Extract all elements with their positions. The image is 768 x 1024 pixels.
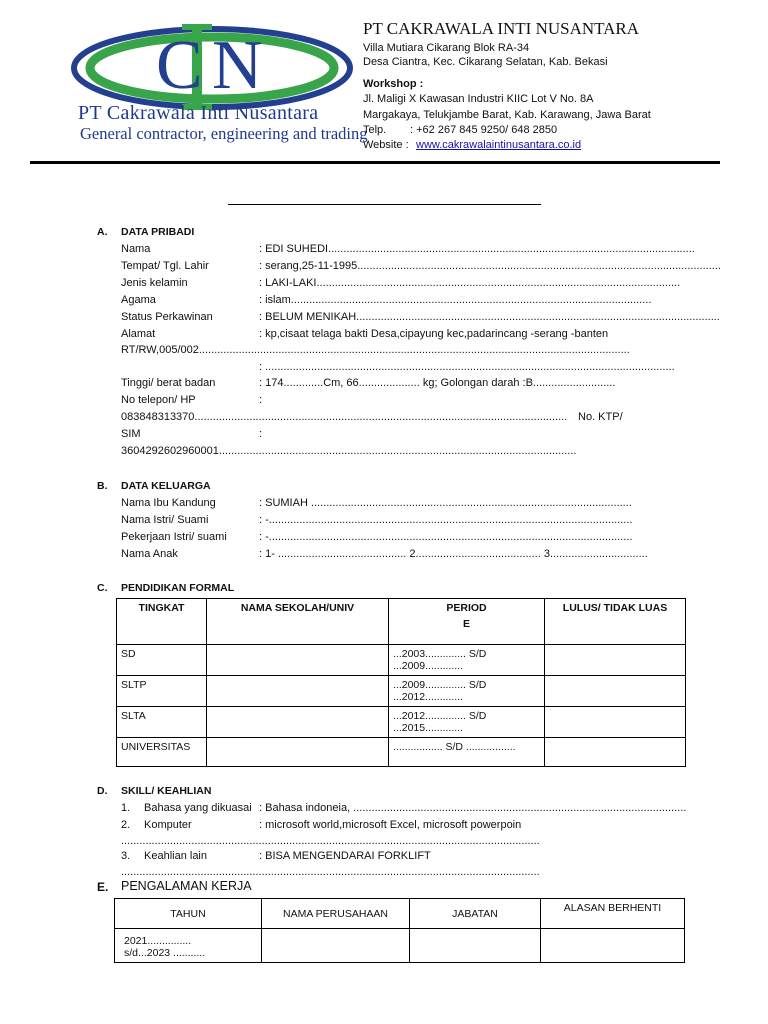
skill-1-label: Bahasa yang dikuasai <box>144 802 252 814</box>
period-cell <box>389 645 545 676</box>
ibu-label: Nama Ibu Kandung <box>121 497 216 509</box>
perusahaan-cell <box>262 929 410 963</box>
skill-3-number: 3. <box>121 850 131 862</box>
lulus-cell <box>545 738 686 767</box>
tinggi-berat-label: Tinggi/ berat badan <box>121 377 216 389</box>
col-perusahaan: NAMA PERUSAHAAN <box>262 899 410 929</box>
lulus-cell <box>545 676 686 707</box>
ibu-value: : SUMIAH ......................................................................................................... <box>259 497 632 509</box>
agama-value: : islam...................................................................................................................... <box>259 294 652 306</box>
ktp-label: No. KTP/ <box>578 411 623 423</box>
section-c-heading: PENDIDIKAN FORMAL <box>121 582 235 594</box>
period-start: ...2009.............. S/D <box>393 679 487 691</box>
anak-label: Nama Anak <box>121 548 178 560</box>
pekerjaan-value: : -....................................................................................................................... <box>259 531 633 543</box>
workshop-address-1: Jl. Maligi X Kawasan Industri KIIC Lot V No. 8A <box>363 93 594 105</box>
istri-label: Nama Istri/ Suami <box>121 514 209 526</box>
pekerjaan-label: Pekerjaan Istri/ suami <box>121 531 227 543</box>
period-cell <box>389 707 545 738</box>
company-logo <box>64 18 368 146</box>
period-start: ...2012.............. S/D <box>393 710 487 722</box>
table-row <box>117 707 686 738</box>
section-b-letter: B. <box>97 480 108 492</box>
alasan-cell <box>541 929 685 963</box>
col-tingkat: TINGKAT <box>117 599 207 645</box>
title-underline <box>228 204 541 205</box>
skill-1-number: 1. <box>121 802 131 814</box>
experience-table <box>114 898 685 963</box>
sekolah-cell <box>207 645 389 676</box>
tahun-cell <box>115 929 262 963</box>
anak-value: : 1- .......................................... 2......................................... 3................................ <box>259 548 648 560</box>
period-end: ...2015............. <box>393 722 464 734</box>
section-d-heading: SKILL/ KEAHLIAN <box>121 785 212 797</box>
tinggi-berat-value: : 174.............Cm, 66.................... kg; Golongan darah :B........................... <box>259 377 616 389</box>
table-row <box>117 738 686 767</box>
skill-3-label: Keahlian lain <box>144 850 207 862</box>
logo-letter-c: C <box>156 27 203 104</box>
tahun-end: s/d...2023 ........... <box>124 947 206 959</box>
sekolah-cell <box>207 738 389 767</box>
skill-2-continuation: ......................................................................................................................................... <box>121 835 540 847</box>
section-b-heading: DATA KELUARGA <box>121 480 211 492</box>
tingkat-cell: UNIVERSITAS <box>117 738 207 767</box>
status-value: : BELUM MENIKAH....................................................................................................................... <box>259 311 720 323</box>
tingkat-cell: SD <box>117 645 207 676</box>
col-jabatan: JABATAN <box>410 899 541 929</box>
jk-value: : LAKI-LAKI....................................................................................................................... <box>259 277 681 289</box>
col-nama-sekolah: NAMA SEKOLAH/UNIV <box>207 599 389 645</box>
jabatan-cell <box>410 929 541 963</box>
telepon-label: No telepon/ HP <box>121 394 196 406</box>
section-a-heading: DATA PRIBADI <box>121 226 195 238</box>
period-start: ...2003.............. S/D <box>393 648 487 660</box>
section-e-heading: PENGALAMAN KERJA <box>121 879 252 893</box>
skill-2-label: Komputer <box>144 819 192 831</box>
section-e-letter: E. <box>97 880 109 894</box>
education-header-row <box>117 599 686 645</box>
col-alasan: ALASAN BERHENTI <box>541 899 685 929</box>
tingkat-cell: SLTA <box>117 707 207 738</box>
workshop-address-2: Margakaya, Telukjambe Barat, Kab. Karawang, Jawa Barat <box>363 109 651 121</box>
table-row <box>117 676 686 707</box>
lulus-cell <box>545 645 686 676</box>
section-a-letter: A. <box>97 226 108 238</box>
workshop-label: Workshop : <box>363 78 424 90</box>
istri-value: : -....................................................................................................................... <box>259 514 633 526</box>
period-end: ...2009............. <box>393 660 464 672</box>
telepon-colon: : <box>259 394 263 406</box>
period-end: ...2012............. <box>393 691 464 703</box>
company-name: PT CAKRAWALA INTI NUSANTARA <box>363 19 640 38</box>
telepon-value: 083848313370.......................................................................................................................... <box>121 411 568 423</box>
skill-1-value: : Bahasa indoneia, ............................................................................................................. <box>259 802 687 814</box>
table-row <box>117 645 686 676</box>
col-tahun: TAHUN <box>115 899 262 929</box>
telp-label: Telp. <box>363 124 387 136</box>
ktp-value: 3604292602960001..................................................................................................................... <box>121 445 577 457</box>
section-c-letter: C. <box>97 582 108 594</box>
sekolah-cell <box>207 707 389 738</box>
skill-3-value: : BISA MENGENDARAI FORKLIFT <box>259 850 431 862</box>
skill-2-number: 2. <box>121 819 131 831</box>
section-d-letter: D. <box>97 785 108 797</box>
col-period <box>389 599 545 645</box>
col-period-line2: E <box>462 618 470 630</box>
education-table <box>116 598 686 767</box>
experience-header-row <box>115 899 685 929</box>
alamat-label: Alamat <box>121 328 156 340</box>
sim-label: SIM <box>121 428 141 440</box>
period-start: ................. S/D ................. <box>393 741 516 753</box>
logo-tagline: General contractor, engineering and trading <box>80 124 368 143</box>
nama-value: : EDI SUHEDI........................................................................................................................ <box>259 243 695 255</box>
period-cell <box>389 738 545 767</box>
rtrw-value: RT/RW,005/002............................................................................................................................................. <box>121 344 630 356</box>
jk-label: Jenis kelamin <box>121 277 188 289</box>
sekolah-cell <box>207 676 389 707</box>
sim-colon: : <box>259 428 263 440</box>
tingkat-cell: SLTP <box>117 676 207 707</box>
website-link[interactable]: www.cakrawalaintinusantara.co.id <box>416 139 582 151</box>
alamat-line-2: : ...................................................................................................................................... <box>259 361 675 373</box>
skill-2-value: : microsoft world,microsoft Excel, microsoft powerpoin <box>259 819 522 831</box>
ttl-value: : serang,25-11-1995....................................................................................................................... <box>259 260 721 272</box>
header-divider <box>30 161 720 164</box>
alamat-value: : kp,cisaat telaga bakti Desa,cipayung kec,padarincang -serang -banten <box>259 328 609 340</box>
nama-label: Nama <box>121 243 151 255</box>
ttl-label: Tempat/ Tgl. Lahir <box>121 260 209 272</box>
office-address-1: Villa Mutiara Cikarang Blok RA-34 <box>363 42 530 54</box>
lulus-cell <box>545 707 686 738</box>
agama-label: Agama <box>121 294 156 306</box>
logo-letter-n: N <box>212 27 263 104</box>
status-label: Status Perkawinan <box>121 311 213 323</box>
period-cell <box>389 676 545 707</box>
website-label: Website : <box>363 139 409 151</box>
col-lulus: LULUS/ TIDAK LUAS <box>545 599 686 645</box>
office-address-2: Desa Ciantra, Kec. Cikarang Selatan, Kab. Bekasi <box>363 56 608 68</box>
telp-value: : +62 267 845 9250/ 648 2850 <box>410 124 558 136</box>
tahun-start: 2021............... <box>124 935 192 947</box>
table-row <box>115 929 685 963</box>
skill-3-continuation: ......................................................................................................................................... <box>121 866 540 878</box>
logo-company-name: PT Cakrawala Inti Nusantara <box>78 102 319 124</box>
col-period-line1: PERIOD <box>446 602 487 614</box>
